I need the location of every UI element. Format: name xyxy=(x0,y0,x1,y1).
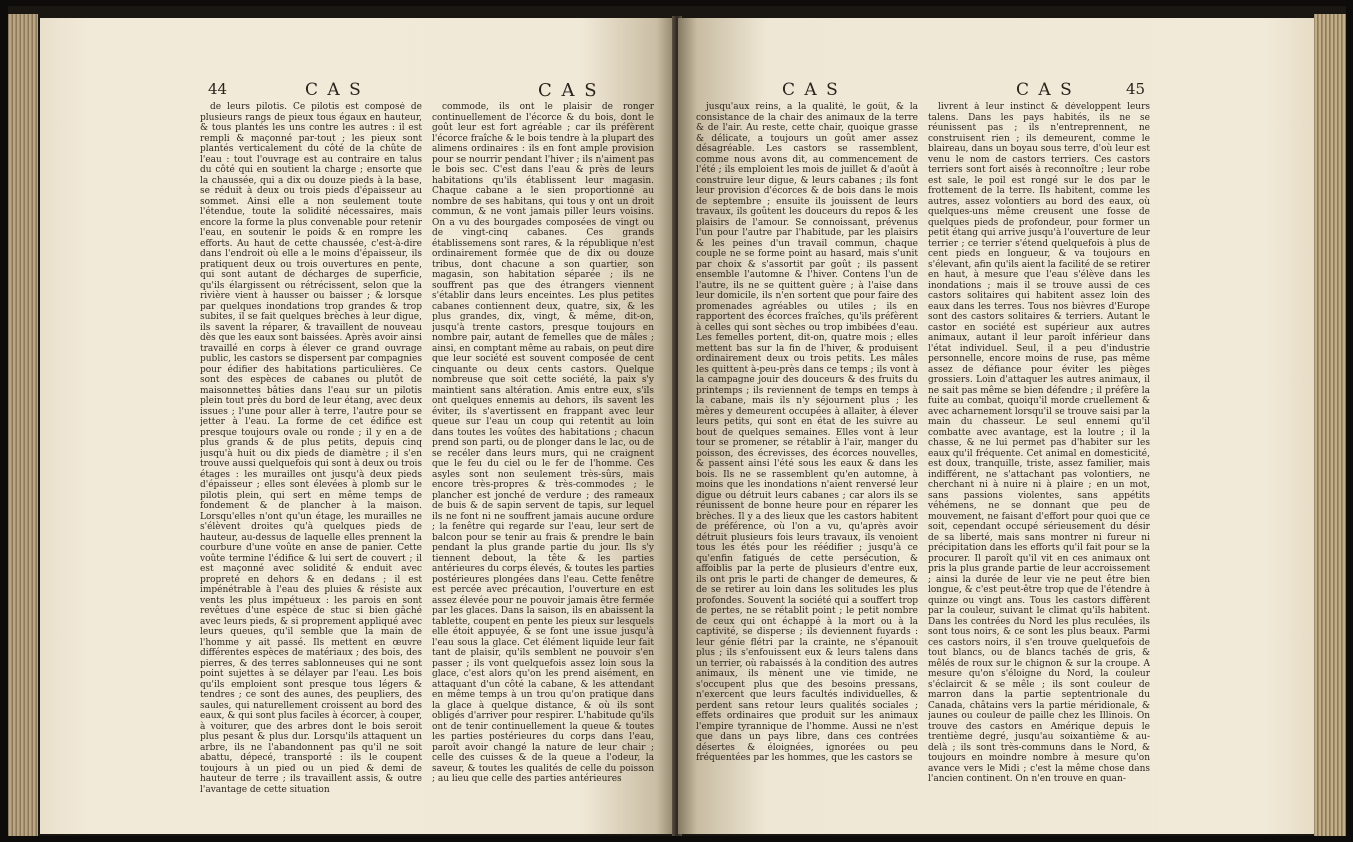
text-column xyxy=(928,102,1150,824)
column-text: jusqu'aux reins, a la qualité, le goût, & la consistance de la chair des animaux de la terre & de l'air. Au reste, cette chair, quoique grasse & délicate, a toujours un goût amer assez désagréable. Les castors se rassemblent, comme nous avons dit, au commencement de l'été ; ils emploient les mois de juillet & d'août à construire leur digue, & leurs cabanes ; ils font leur provision d'écorces & de bois dans le mois de septembre ; ensuite ils jouissent de leurs travaux, ils goûtent les douceurs du repos & les plaisirs de l'amour. Se connoissant, prévenus l'un pour l'autre par l'habitude, par les plaisirs & les peines d'un travail commun, chaque couple ne se forme point au hasard, mais s'unit par choix & s'assortit par goût ; ils passent ensemble l'automne & l'hiver. Contens l'un de l'autre, ils ne se quittent guère ; à l'aise dans leur domicile, ils n'en sortent que pour faire des promenades agréables ou utiles ; ils en rapportent des écorces fraîches, qu'ils préfèrent à celles qui sont sèches ou trop imbibées d'eau. Les femelles portent, dit-on, quatre mois ; elles mettent bas sur la fin de l'hiver, & produisent ordinairement deux ou trois petits. Les mâles les quittent à-peu-près dans ce temps ; ils vont à la campagne jouir des douceurs & des fruits du printemps ; ils reviennent de temps en temps à la cabane, mais ils n'y séjournent plus ; les mères y demeurent occupées à allaiter, à élever leurs petits, qui sont en état de les suivre au bout de quelques semaines. Elles vont à leur tour se promener, se rétablir à l'air, manger du poisson, des écrevisses, des écorces nouvelles, & passent ainsi l'été sous les eaux & dans les bois. Ils ne se rassemblent qu'en automne, à moins que les inondations n'aient renversé leur digue ou détruit leurs cabanes ; car alors ils se réunissent de bonne heure pour en réparer les brèches. Il y a des lieux que les castors habitent de préférence, où l'on a vu, qu'après avoir détruit plusieurs fois leurs travaux, ils venoient tous les étés pour les réédifier ; jusqu'à ce qu'enfin fatigués de cette persécution, & affoiblis par la perte de plusieurs d'entre eux, ils ont pris le parti de changer de demeures, & de se retirer au loin dans les solitudes les plus profondes. Souvent la société qui a souffert trop de pertes, ne se rétablit point ; le petit nombre de ceux qui ont échappé à la mort ou à la captivité, se disperse ; ils deviennent fuyards : leur génie flétri par la crainte, ne s'épanouit plus ; ils s'enfouissent eux & leurs talens dans un terrier, où rabaissés à la condition des autres animaux, ils mènent une vie timide, ne s'occupent plus que des besoins pressans, n'exercent que leurs facultés individuelles, & perdent sans retour leurs qualités sociales ; effets ordinaires que produit sur les animaux l'empire tyrannique de l'homme. Aussi ne n'est que dans un pays libre, dans ces contrées désertes & éloignées, ignorées ou peu fréquentées par les hommes, que les castors se xyxy=(696,102,918,763)
column-text: commode, ils ont le plaisir de ronger continuellement de l'écorce & du bois, dont le goût leur est fort agréable ; car ils préfèrent l'écorce fraîche & le bois tendre à la plupart des alimens ordinaires : ils en font ample provision pour se nourrir pendant l'hiver ; ils n'aiment pas le bois sec. C'est dans l'eau & près de leurs habitations qu'ils établissent leur magasin. Chaque cabane a le sien proportionné au nombre de ses habitans, qui tous y ont un droit commun, & ne vont jamais piller leurs voisins. On a vu des bourgades composées de vingt ou de vingt-cinq cabanes. Ces grands établissemens sont rares, & la république n'est ordinairement formée que de dix ou douze tribus, dont chacune a son quartier, son magasin, son habitation séparée ; ils ne souffrent pas que des étrangers viennent s'établir dans leurs enceintes. Les plus petites cabanes contiennent deux, quatre, six, & les plus grandes, dix, vingt, & même, dit-on, jusqu'à trente castors, presque toujours en nombre pair, autant de femelles que de mâles ; ainsi, en comptant même au rabais, on peut dire que leur société est souvent composée de cent cinquante ou deux cents castors. Quelque nombreuse que soit cette société, la paix s'y maintient sans altération. Amis entre eux, s'ils ont quelques ennemis au dehors, ils savent les éviter, ils s'avertissent en frappant avec leur queue sur l'eau un coup qui retentit au loin dans toutes les voûtes des habitations ; chacun prend son parti, ou de plonger dans le lac, ou de se recéler dans leurs murs, qui ne craignent que le feu du ciel ou le fer de l'homme. Ces asyles sont non seulement très-sûrs, mais encore très-propres & très-commodes ; le plancher est jonché de verdure ; des rameaux de buis & de sapin servent de tapis, sur lequel ils ne font ni ne souffrent jamais aucune ordure ; la fenêtre qui regarde sur l'eau, leur sert de balcon pour se tenir au frais & prendre le bain pendant la plus grande partie du jour. Ils s'y tiennent debout, la tête & les parties antérieures du corps élevés, & toutes les parties postérieures plongées dans l'eau. Cette fenêtre est percée avec précaution, l'ouverture en est assez élevée pour ne pouvoir jamais être fermée par les glaces. Dans la saison, ils en abaissent la tablette, coupent en pente les pieux sur lesquels elle étoit appuyée, & se font une issue jusqu'à l'eau sous la glace. Cet élément liquide leur fait tant de plaisir, qu'ils semblent ne pouvoir s'en passer ; ils vont quelquefois assez loin sous la glace, c'est alors qu'on les prend aisément, en attaquant d'un côté la cabane, & les attendant en même temps à un trou qu'on pratique dans la glace à quelque distance, & où ils sont obligés d'arriver pour respirer. L'habitude qu'ils ont de tenir continuellement la queue & toutes les parties postérieures du corps dans l'eau, paroît avoir changé la nature de leur chair ; celle des cuisses & de la queue a l'odeur, la saveur, & toutes les qualités de celle du poisson ; au lieu que celle des parties antérieures xyxy=(432,102,654,784)
left-page-header xyxy=(40,80,676,101)
right-page xyxy=(678,18,1314,834)
running-head: C A S xyxy=(782,80,840,100)
right-page-header xyxy=(678,80,1314,98)
page-edges-left xyxy=(8,14,38,836)
text-column xyxy=(696,102,918,824)
column-text: de leurs pilotis. Ce pilotis est composé de plusieurs rangs de pieux tous égaux en hauteur, & tous plantés les uns contre les autres : il est rempli & maçonné par-tout ; les pieux sont plantés verticalement du côté de la chûte de l'eau : tout l'ouvrage est au contraire en talus du côté qui en soutient la charge ; ensorte que la chaussée, qui a dix ou douze pieds à la base, se réduit à deux ou trois pieds d'épaisseur au sommet. Ainsi elle a non seulement toute l'étendue, toute la solidité nécessaires, mais encore la forme la plus convenable pour retenir l'eau, en soutenir le poids & en rompre les efforts. Au haut de cette chaussée, c'est-à-dire dans l'endroit où elle a le moins d'épaisseur, ils pratiquent deux ou trois ouvertures en pente, qui sont autant de décharges de superficie, qu'ils élargissent ou rétrécissent, selon que la rivière vient à hausser ou baisser ; & lorsque par quelques inondations trop grandes & trop subites, il se fait quelques brèches à leur digue, ils savent la réparer, & travaillent de nouveau dès que les eaux sont baissées. Après avoir ainsi travaillé en corps à élever ce grand ouvrage public, les castors se dispersent par compagnies pour édifier des habitations particulières. Ce sont des espèces de cabanes ou plutôt de maisonnettes bâties dans l'eau sur un pilotis plein tout près du bord de leur étang, avec deux issues ; l'une pour aller à terre, l'autre pour se jetter à l'eau. La forme de cet édifice est presque toujours ovale ou ronde ; il y en a de plus grands & de plus petits, depuis cinq jusqu'à huit ou dix pieds de diamètre ; il s'en trouve aussi quelquefois qui sont à deux ou trois étages : les murailles ont jusqu'à deux pieds d'épaisseur ; elles sont élevées à plomb sur le pilotis plein, qui sert en même temps de fondement & de plancher à la maison. Lorsqu'elles n'ont qu'un étage, les murailles ne s'élèvent droites qu'à quelques pieds de hauteur, au-dessus de laquelle elles prennent la courbure d'une voûte en anse de panier. Cette voûte termine l'édifice & lui sert de couvert ; il est maçonné avec solidité & enduit avec propreté en dehors & en dedans ; il est impénétrable à l'eau des pluies & résiste aux vents les plus impétueux : les parois en sont revêtues d'une espèce de stuc si bien gâché avec leurs pieds, & si proprement appliqué avec leurs queues, qu'il semble que la main de l'homme y ait passé. Ils mettent en œuvre différentes espèces de matériaux ; des bois, des pierres, & des terres sablonneuses qui ne sont point sujettes à se délayer par l'eau. Les bois qu'ils emploient sont presque tous légers & tendres ; ce sont des aunes, des peupliers, des saules, qui naturellement croissent au bord des eaux, & qui sont plus faciles à écorcer, à couper, à voiturer, que des arbres dont le bois seroit plus pesant & plus dur. Lorsqu'ils attaquent un arbre, ils ne l'abandonnent pas qu'il ne soit abattu, dépecé, transporté : ils le coupent toujours à un pied ou un pied & demi de hauteur de terre ; ils travaillent assis, & outre l'avantage de cette situation xyxy=(200,102,422,795)
open-book xyxy=(8,6,1346,836)
page-number: 44 xyxy=(208,80,228,98)
page-number: 45 xyxy=(1126,80,1146,98)
text-column xyxy=(432,102,654,824)
left-page xyxy=(40,18,676,834)
running-head: C A S xyxy=(1016,80,1074,100)
page-edges-right xyxy=(1314,14,1346,836)
text-column xyxy=(200,102,422,824)
running-head: C A S xyxy=(305,80,363,100)
column-text: livrent à leur instinct & développent leurs talens. Dans les pays habités, ils ne se réunissent pas ; ils n'entreprennent, ne construisent rien ; ils demeurent, comme le blaireau, dans un boyau sous terre, d'où leur est venu le nom de castors terriers. Ces castors terriers sont fort aisés à reconnoître ; leur robe est sale, le poil est rongé sur le dos par le frottement de la terre. Ils habitent, comme les autres, assez volontiers au bord des eaux, où quelques-uns même creusent une fosse de quelques pieds de profondeur, pour former un petit étang qui arrive jusqu'à l'ouverture de leur terrier ; ce terrier s'étend quelquefois à plus de cent pieds en longueur, & va toujours en s'élevant, afin qu'ils aient la facilité de se retirer en haut, à mesure que l'eau s'élève dans les inondations ; mais il se trouve aussi de ces castors solitaires qui habitent assez loin des eaux dans les terres. Tous nos bièvres d'Europe sont des castors solitaires & terriers. Autant le castor en société est supérieur aux autres animaux, autant il leur paroît inférieur dans l'état individuel. Seul, il a peu d'industrie personnelle, encore moins de ruse, pas même assez de défiance pour éviter les pièges grossiers. Loin d'attaquer les autres animaux, il ne sait pas même se bien défendre ; il préfère la fuite au combat, quoiqu'il morde cruellement & avec acharnement lorsqu'il se trouve saisi par la main du chasseur. Le seul ennemi qu'il combatte avec avantage, est la loutre ; il la chasse, & ne lui permet pas d'habiter sur les eaux qu'il fréquente. Cet animal en domesticité, est doux, tranquille, triste, assez familier, mais indifférent, ne s'attachant pas volontiers, ne cherchant ni à nuire ni à plaire ; en un mot, sans passions violentes, sans appétits véhémens, ne se donnant que peu de mouvement, ne faisant d'effort pour quoi que ce soit, cependant occupé sérieusement du désir de sa liberté, mais sans montrer ni fureur ni précipitation dans les efforts qu'il fait pour se la procurer. Il paroît qu'il vit en ces animaux ont pris la plus grande partie de leur accroissement ; ainsi la durée de leur vie ne peut être bien longue, & c'est peut-être trop que de l'étendre à quinze ou vingt ans. Tous les castors diffèrent par la couleur, suivant le climat qu'ils habitent. Dans les contrées du Nord les plus reculées, ils sont tous noirs, & ce sont les plus beaux. Parmi ces castors noirs, il s'en trouve quelquefois de tout blancs, ou de blancs tachés de gris, & mêlés de roux sur le chignon & sur la croupe. A mesure qu'on s'éloigne du Nord, la couleur s'éclaircit & se mêle ; ils sont couleur de marron dans la partie septentrionale du Canada, châtains vers la partie méridionale, & jaunes ou couleur de paille chez les Illinois. On trouve des castors en Amérique depuis le trentième degré, jusqu'au soixantième & au-delà ; ils sont très-communs dans le Nord, & toujours en moindre nombre à mesure qu'on avance vers le Midi ; c'est la même chose dans l'ancien continent. On n'en trouve en quan- xyxy=(928,102,1150,784)
running-head: C A S xyxy=(538,80,599,101)
